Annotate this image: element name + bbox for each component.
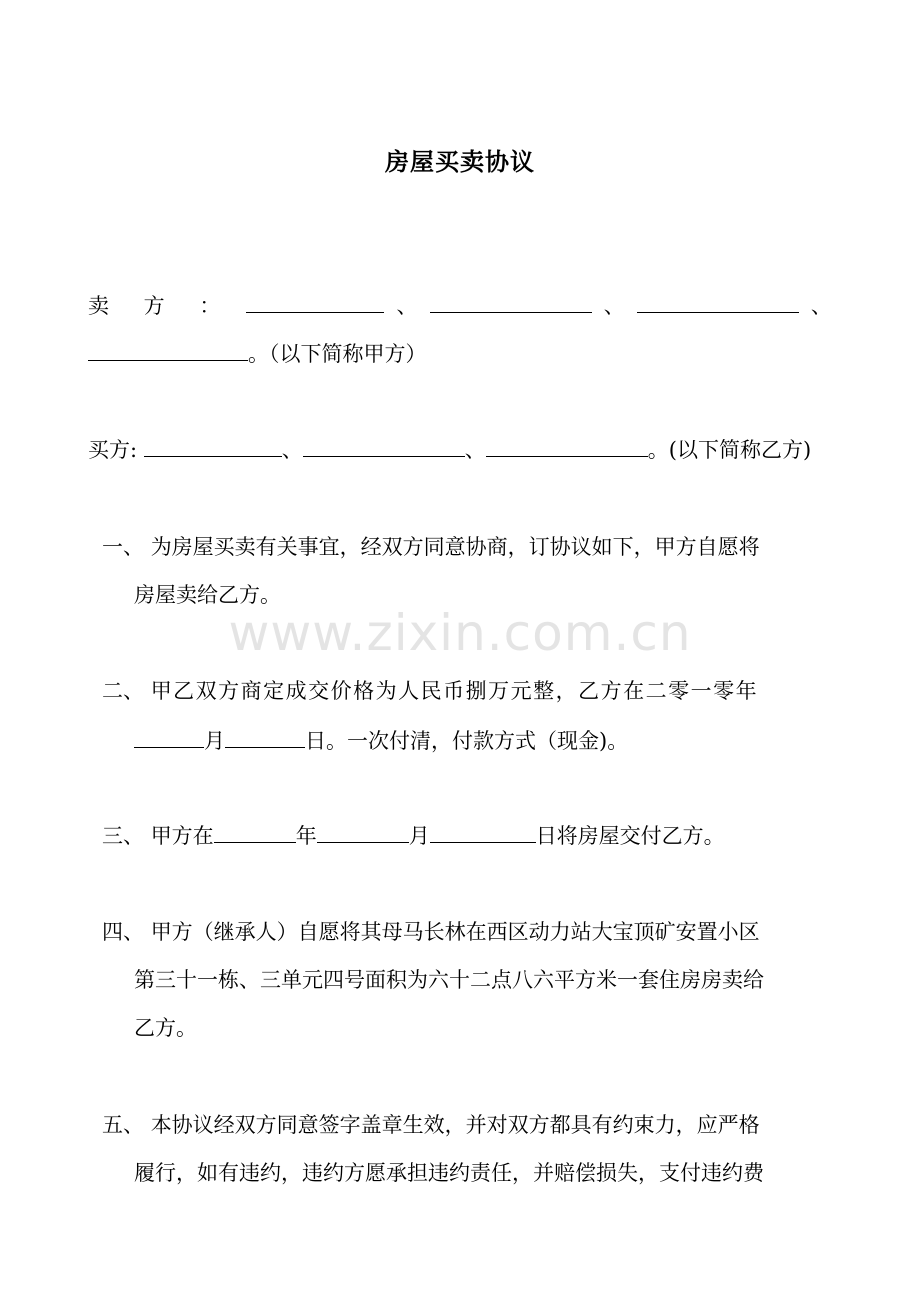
clause-4-line-1 xyxy=(102,918,760,946)
year-label: 年 xyxy=(295,824,317,848)
clause-number: 二、 xyxy=(102,679,144,703)
clause-3-line-1 xyxy=(102,822,725,850)
clause-number: 四、 xyxy=(102,920,144,944)
seller-blank-1[interactable] xyxy=(246,292,384,313)
clause-4-line-3 xyxy=(134,1014,197,1042)
clause-2-line-1 xyxy=(102,677,758,705)
clause-text: 甲方（继承人）自愿将其母马长林在西区动力站大宝顶矿安置小区 xyxy=(150,920,760,944)
clause-5-line-1 xyxy=(102,1111,760,1139)
separator: 、 xyxy=(396,294,418,318)
day-blank[interactable] xyxy=(430,822,536,843)
seller-blank-4[interactable] xyxy=(88,340,248,361)
clause-text: 房屋卖给乙方。 xyxy=(134,583,281,607)
clause-number: 五、 xyxy=(102,1113,144,1137)
buyer-blank-2[interactable] xyxy=(303,436,465,457)
year-blank[interactable] xyxy=(214,822,296,843)
buyer-blank-3[interactable] xyxy=(486,436,648,457)
seller-line xyxy=(88,292,832,320)
clause-text: 为房屋买卖有关事宜，经双方同意协商，订协议如下，甲方自愿将 xyxy=(150,535,760,559)
clause-5-line-2 xyxy=(134,1159,764,1187)
seller-blank-3[interactable] xyxy=(637,292,799,313)
separator: 、 xyxy=(464,438,486,462)
seller-line-2 xyxy=(88,340,427,368)
clause-number: 一、 xyxy=(102,535,144,559)
seller-blank-2[interactable] xyxy=(430,292,592,313)
day-blank[interactable] xyxy=(225,727,305,748)
clause-4-line-2 xyxy=(134,966,764,994)
buyer-line xyxy=(88,436,811,464)
clause-number: 三、 xyxy=(102,824,144,848)
watermark: www.zixin.com.cn xyxy=(228,604,692,662)
clause-text: 履行，如有违约，违约方愿承担违约责任，并赔偿损失，支付违约费 xyxy=(134,1161,764,1185)
month-blank[interactable] xyxy=(134,727,204,748)
clause-text: 第三十一栋、三单元四号面积为六十二点八六平方米一套住房房卖给 xyxy=(134,968,764,992)
month-blank[interactable] xyxy=(317,822,409,843)
buyer-label: 买方: xyxy=(88,438,138,462)
clause-text: 日。一次付清，付款方式（现金)。 xyxy=(305,729,629,753)
month-label: 月 xyxy=(204,729,225,753)
clause-2-line-2 xyxy=(134,727,628,755)
buyer-suffix: 。(以下简称乙方) xyxy=(647,438,812,462)
clause-text: 乙方。 xyxy=(134,1016,197,1040)
seller-label: 卖 方 ： xyxy=(88,294,235,318)
seller-suffix: 。（以下简称甲方） xyxy=(248,342,427,366)
clause-text: 甲乙双方商定成交价格为人民币捌万元整，乙方在二零一零年 xyxy=(150,679,759,703)
clause-prefix: 甲方在 xyxy=(150,824,214,848)
clause-text: 日将房屋交付乙方。 xyxy=(535,824,725,848)
separator: 、 xyxy=(281,438,303,462)
month-label: 月 xyxy=(408,824,430,848)
separator: 、 xyxy=(810,294,832,318)
buyer-blank-1[interactable] xyxy=(144,436,282,457)
clause-text: 本协议经双方同意签字盖章生效，并对双方都具有约束力，应严格 xyxy=(150,1113,760,1137)
separator: 、 xyxy=(603,294,625,318)
document-title: 房屋买卖协议 xyxy=(385,147,535,176)
clause-1-line-1 xyxy=(102,533,760,561)
